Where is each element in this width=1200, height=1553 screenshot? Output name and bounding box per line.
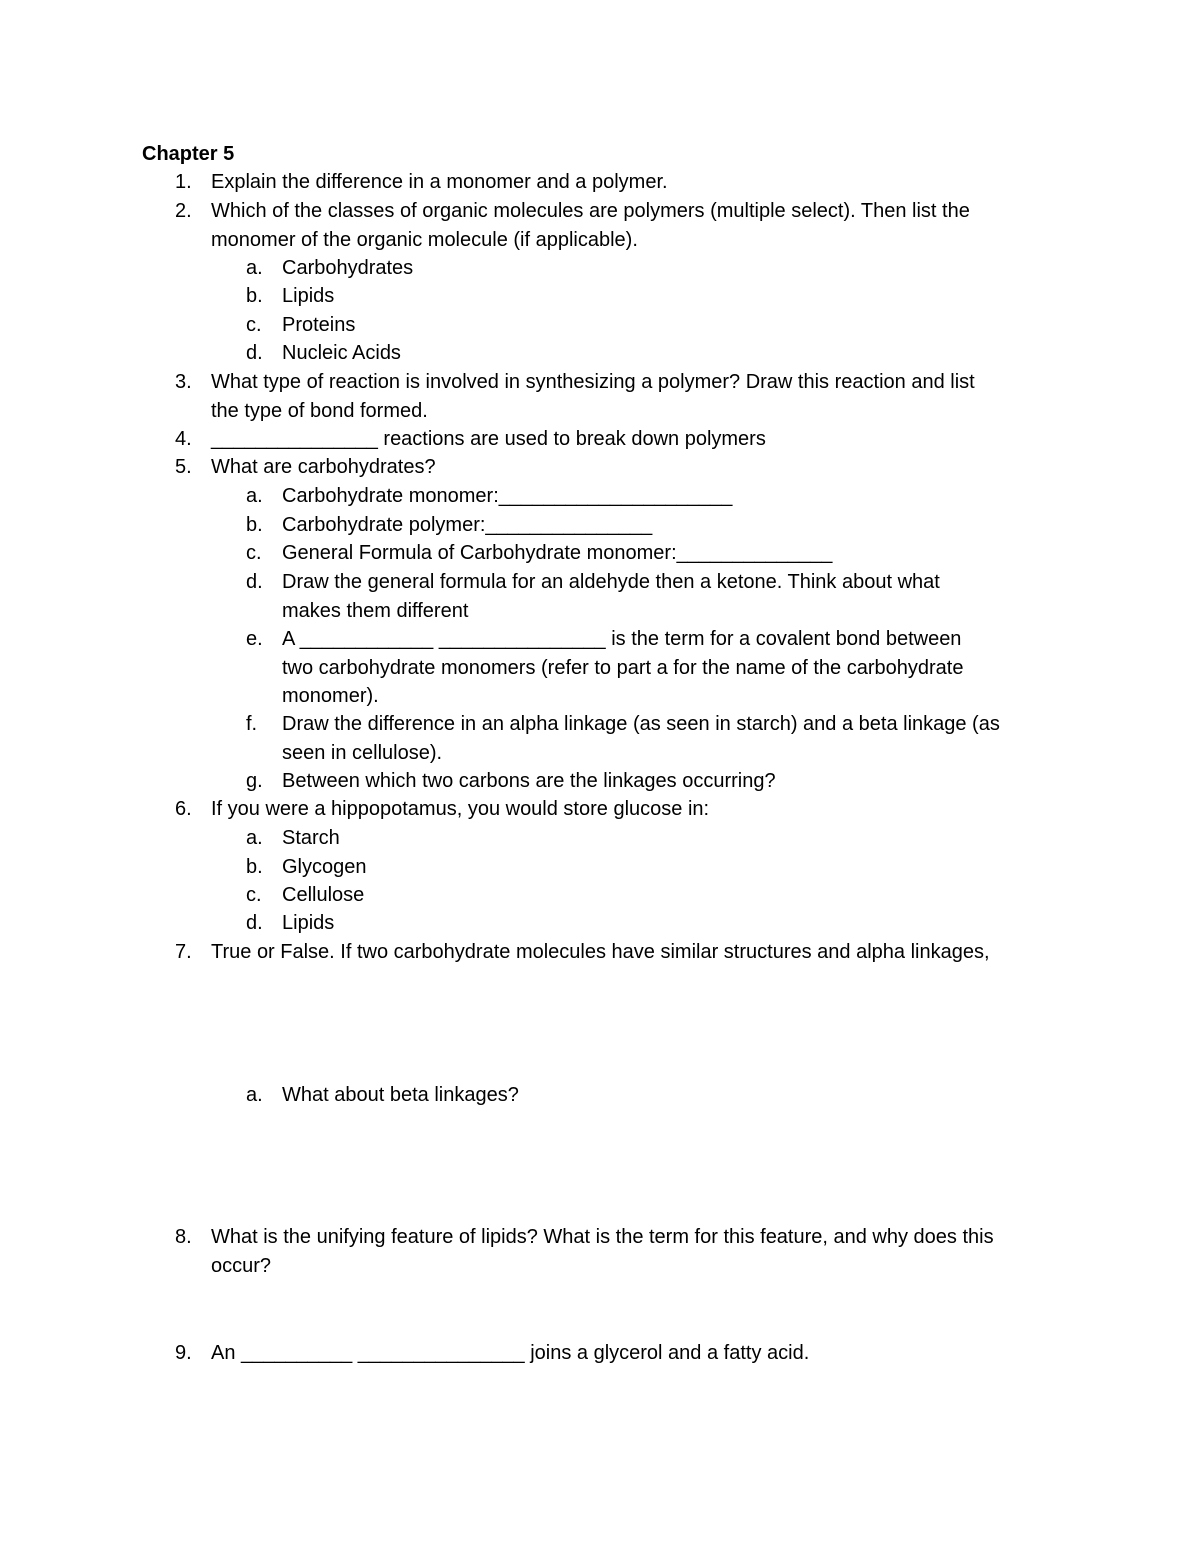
question-text: _______________ reactions are used to break down polymers	[211, 428, 766, 450]
part-text: General Formula of Carbohydrate monomer:______________	[282, 542, 833, 564]
option-text: Proteins	[282, 314, 356, 336]
question-number: 9.	[175, 1342, 192, 1364]
option-letter: a.	[246, 827, 263, 849]
part-letter: c.	[246, 542, 262, 564]
part-text: seen in cellulose).	[282, 742, 443, 764]
question-number: 5.	[175, 456, 192, 478]
question-text-line-2: occur?	[211, 1255, 272, 1277]
chapter-title: Chapter 5	[142, 143, 235, 165]
part-text: Between which two carbons are the linkages occurring?	[282, 770, 776, 792]
option-text: Carbohydrates	[282, 257, 414, 279]
part-letter: g.	[246, 770, 263, 792]
option-text: Starch	[282, 827, 340, 849]
question-number: 1.	[175, 171, 192, 193]
part-text: What about beta linkages?	[282, 1084, 519, 1106]
part-text: makes them different	[282, 600, 469, 622]
part-text: Carbohydrate monomer:_____________________	[282, 485, 733, 507]
question-text-line-1: What is the unifying feature of lipids? What is the term for this feature, and why does this	[211, 1226, 994, 1248]
question-text-line-1: Which of the classes of organic molecules are polymers (multiple select). Then list the	[211, 200, 970, 222]
question-text: What are carbohydrates?	[211, 456, 436, 478]
part-text: monomer).	[282, 685, 379, 707]
option-letter: c.	[246, 314, 262, 336]
option-letter: b.	[246, 285, 263, 307]
option-letter: d.	[246, 342, 263, 364]
question-number: 2.	[175, 200, 192, 222]
question-text-line-2: monomer of the organic molecule (if applicable).	[211, 229, 638, 251]
question-text-line-2: the type of bond formed.	[211, 400, 428, 422]
option-letter: c.	[246, 884, 262, 906]
option-text: Glycogen	[282, 856, 367, 878]
option-letter: a.	[246, 257, 263, 279]
part-text: two carbohydrate monomers (refer to part a for the name of the carbohydrate	[282, 657, 964, 679]
option-text: Cellulose	[282, 884, 365, 906]
option-text: Lipids	[282, 912, 335, 934]
option-letter: b.	[246, 856, 263, 878]
option-text: Nucleic Acids	[282, 342, 401, 364]
part-text: A ____________ _______________ is the term for a covalent bond between	[282, 628, 962, 650]
part-text: Carbohydrate polymer:_______________	[282, 514, 653, 536]
question-number: 4.	[175, 428, 192, 450]
part-text: Draw the general formula for an aldehyde then a ketone. Think about what	[282, 571, 940, 593]
question-number: 8.	[175, 1226, 192, 1248]
option-text: Lipids	[282, 285, 335, 307]
question-number: 7.	[175, 941, 192, 963]
part-text: Draw the difference in an alpha linkage (as seen in starch) and a beta linkage (as	[282, 713, 1000, 735]
part-letter: f.	[246, 713, 258, 735]
part-letter: b.	[246, 514, 263, 536]
question-text: An __________ _______________ joins a glycerol and a fatty acid.	[211, 1342, 810, 1364]
part-letter: d.	[246, 571, 263, 593]
question-number: 3.	[175, 371, 192, 393]
part-letter: a.	[246, 1084, 263, 1106]
question-number: 6.	[175, 798, 192, 820]
question-text-line-1: What type of reaction is involved in synthesizing a polymer? Draw this reaction and list	[211, 371, 975, 393]
question-text: If you were a hippopotamus, you would store glucose in:	[211, 798, 710, 820]
part-letter: e.	[246, 628, 263, 650]
question-text: True or False. If two carbohydrate molecules have similar structures and alpha linkages,	[211, 941, 990, 963]
option-letter: d.	[246, 912, 263, 934]
part-letter: a.	[246, 485, 263, 507]
question-text: Explain the difference in a monomer and a polymer.	[211, 171, 668, 193]
